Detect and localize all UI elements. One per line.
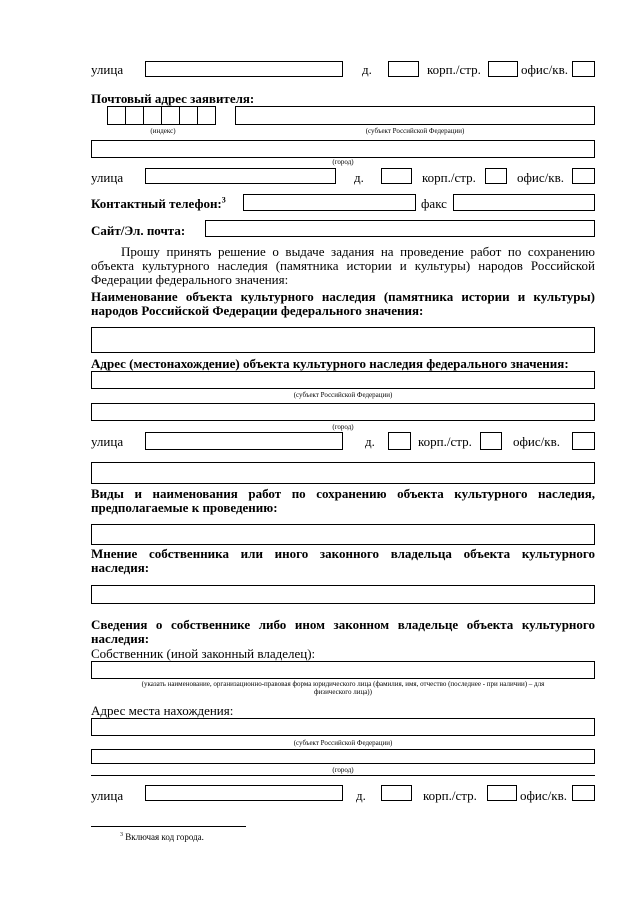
object-city-caption: (город) bbox=[332, 423, 354, 431]
postal-subject-caption: (субъект Российской Федерации) bbox=[365, 127, 465, 135]
location-label: Адрес места нахождения: bbox=[91, 703, 234, 718]
location-street-input[interactable] bbox=[145, 785, 343, 801]
object-address-heading: Адрес (местонахождение) объекта культурного наследия федерального значения: bbox=[91, 356, 569, 371]
postal-city-input[interactable] bbox=[91, 140, 595, 158]
location-building-input[interactable] bbox=[487, 785, 517, 801]
postal-city-caption: (город) bbox=[332, 158, 354, 166]
location-office-label: офис/кв. bbox=[520, 788, 567, 803]
object-subject-input[interactable] bbox=[91, 371, 595, 389]
object-building-input[interactable] bbox=[480, 432, 502, 450]
works-input[interactable] bbox=[91, 524, 595, 545]
footnote-rule bbox=[91, 826, 246, 827]
request-paragraph: Прошу принять решение о выдаче задания на проведение работ по сохранению объекта культурного наследия (памятника истории и культуры) народов Российской Федерации федерального значения: bbox=[91, 244, 595, 287]
site-email-input[interactable] bbox=[205, 220, 595, 237]
owner-hint-line1: (указать наименование, организационно-правовая форма юридического лица (фамилия, имя, отчество (последнее - при наличии) – для bbox=[141, 680, 545, 688]
object-street-label: улица bbox=[91, 434, 124, 449]
contact-phone-label: Контактный телефон:$^3$ bbox=[91, 195, 226, 211]
phone-input[interactable] bbox=[243, 194, 416, 211]
postal-subject-input[interactable] bbox=[235, 106, 595, 125]
object-city-input[interactable] bbox=[91, 403, 595, 421]
postal-office-label: офис/кв. bbox=[517, 170, 564, 185]
building-label: корп./стр. bbox=[427, 62, 481, 77]
object-house-label: д. bbox=[365, 434, 375, 449]
fax-input[interactable] bbox=[453, 194, 595, 211]
owner-info-heading: Сведения о собственнике либо ином законном владельце объекта культурного наследия: bbox=[91, 617, 595, 646]
location-office-input[interactable] bbox=[572, 785, 595, 801]
index-caption: (индекс) bbox=[150, 127, 176, 135]
postal-house-label: д. bbox=[354, 170, 364, 185]
owner-hint-line2: физического лица)) bbox=[314, 688, 372, 696]
postal-office-input[interactable] bbox=[572, 168, 595, 184]
footnote-mark: 3 bbox=[120, 832, 123, 838]
object-office-input[interactable] bbox=[572, 432, 595, 450]
fax-label: факс bbox=[421, 196, 447, 211]
street-input[interactable] bbox=[145, 61, 343, 77]
office-label: офис/кв. bbox=[521, 62, 568, 77]
location-house-label: д. bbox=[356, 788, 366, 803]
divider bbox=[91, 775, 595, 776]
postal-street-input[interactable] bbox=[145, 168, 336, 184]
postal-house-input[interactable] bbox=[381, 168, 412, 184]
location-subject-caption: (субъект Российской Федерации) bbox=[293, 739, 393, 747]
object-house-input[interactable] bbox=[388, 432, 411, 450]
postal-building-label: корп./стр. bbox=[422, 170, 476, 185]
footnote-ref: 3 bbox=[221, 195, 226, 205]
owner-input[interactable] bbox=[91, 661, 595, 679]
object-subject-caption: (субъект Российской Федерации) bbox=[293, 391, 393, 399]
location-city-input[interactable] bbox=[91, 749, 595, 764]
footnote-text: $^3$ Включая код города. bbox=[120, 832, 204, 842]
street-label: улица bbox=[91, 62, 124, 77]
location-subject-input[interactable] bbox=[91, 718, 595, 736]
owner-label: Собственник (иной законный владелец): bbox=[91, 646, 316, 661]
house-input[interactable] bbox=[388, 61, 419, 77]
house-label: д. bbox=[362, 62, 372, 77]
object-office-label: офис/кв. bbox=[513, 434, 560, 449]
postal-street-label: улица bbox=[91, 170, 124, 185]
object-street-input[interactable] bbox=[145, 432, 343, 450]
object-building-label: корп./стр. bbox=[418, 434, 472, 449]
owner-opinion-input[interactable] bbox=[91, 585, 595, 604]
office-input[interactable] bbox=[572, 61, 595, 77]
postal-building-input[interactable] bbox=[485, 168, 507, 184]
location-street-label: улица bbox=[91, 788, 124, 803]
owner-opinion-heading: Мнение собственника или иного законного владельца объекта культурного наследия: bbox=[91, 546, 595, 575]
object-name-heading: Наименование объекта культурного наследия (памятника истории и культуры) народов Российской Федерации федерального значения: bbox=[91, 289, 595, 318]
location-building-label: корп./стр. bbox=[423, 788, 477, 803]
object-name-input[interactable] bbox=[91, 327, 595, 353]
postal-address-heading: Почтовый адрес заявителя: bbox=[91, 91, 255, 106]
object-extra-input[interactable] bbox=[91, 462, 595, 484]
location-city-caption: (город) bbox=[332, 766, 354, 774]
location-house-input[interactable] bbox=[381, 785, 412, 801]
works-heading: Виды и наименования работ по сохранению объекта культурного наследия, предполагаемые к проведению: bbox=[91, 486, 595, 515]
building-input[interactable] bbox=[488, 61, 518, 77]
site-email-label: Сайт/Эл. почта: bbox=[91, 223, 186, 238]
